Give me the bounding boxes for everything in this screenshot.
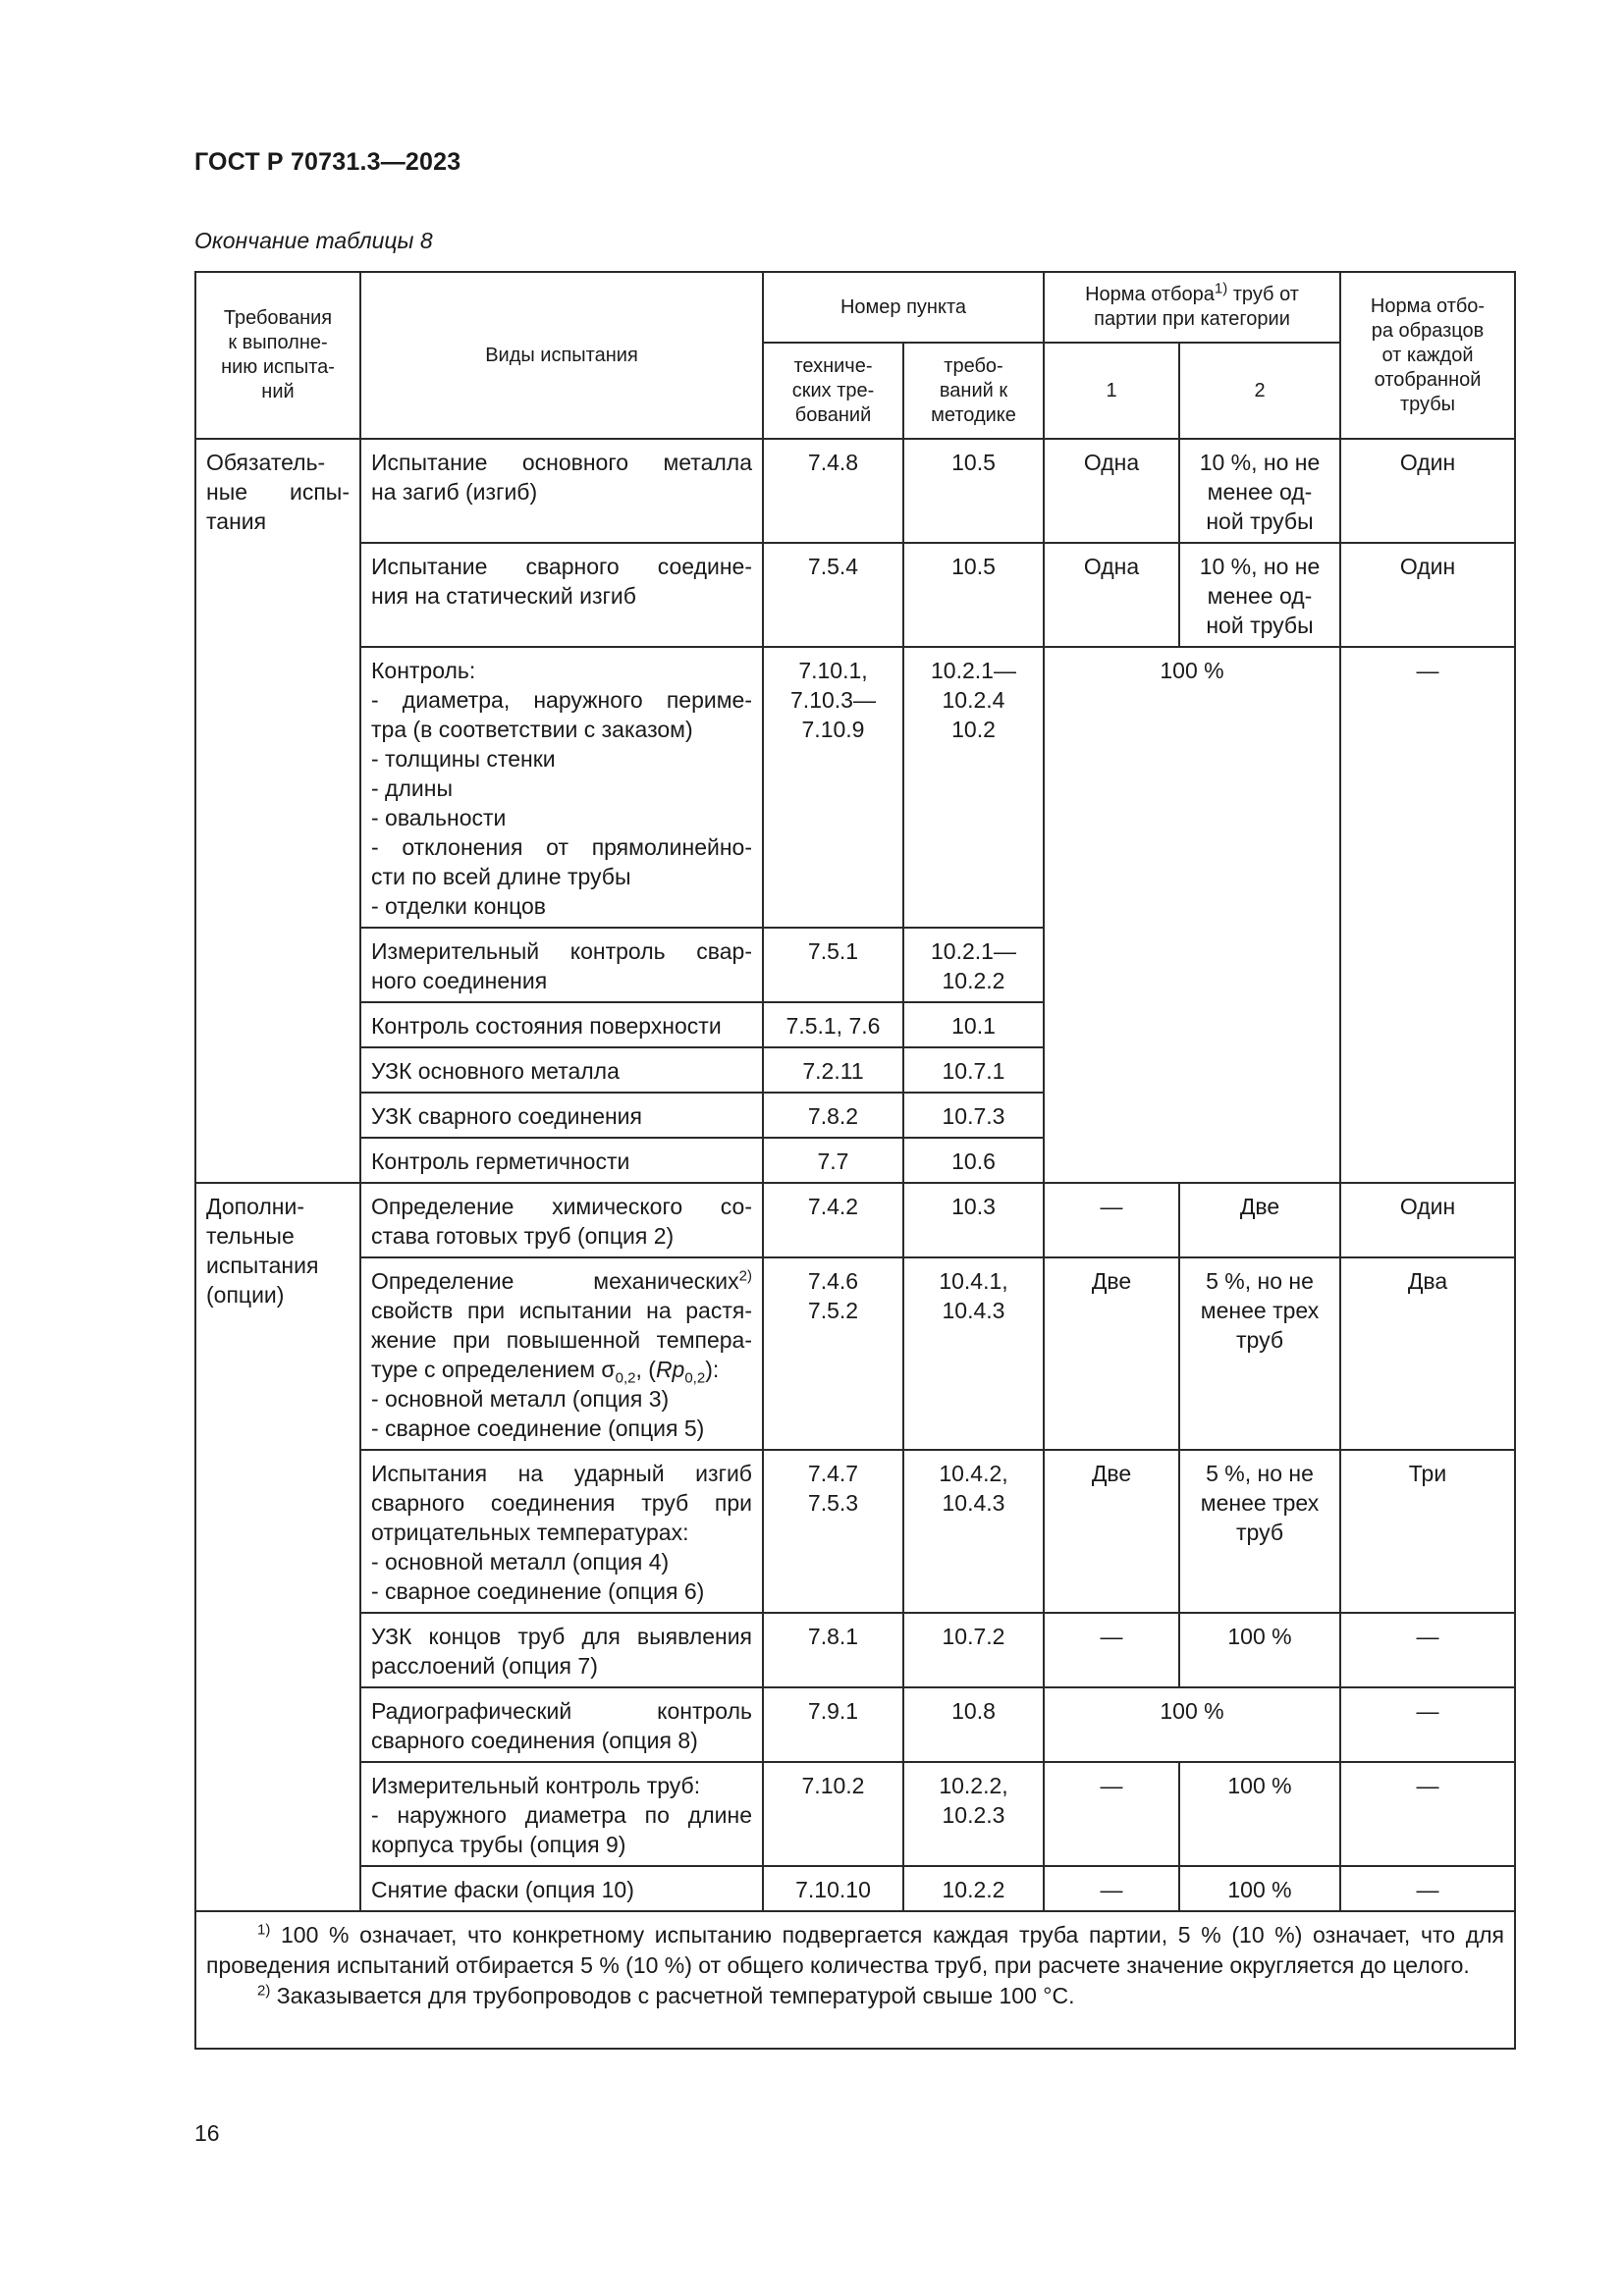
header-sampling-rate: Норма отбора$^{1)}$ труб от партии при категории xyxy=(1044,272,1340,343)
header-clause-number: Номер пункта xyxy=(763,272,1044,343)
category-1-value: Одна xyxy=(1044,543,1179,647)
test-name: Измерительный контроль свар- ного соединения xyxy=(360,928,763,1002)
category-2-value: 100 % xyxy=(1179,1613,1340,1687)
method-clause: 10.2.2, 10.2.3 xyxy=(903,1762,1044,1866)
sampling-rate-merged: 100 % xyxy=(1044,1687,1340,1762)
method-clause: 10.2.2 xyxy=(903,1866,1044,1911)
header-category-2: 2 xyxy=(1179,343,1340,439)
table-row xyxy=(195,647,1515,928)
method-clause: 10.7.1 xyxy=(903,1047,1044,1093)
category-1-value: — xyxy=(1044,1762,1179,1866)
tech-clause: 7.9.1 xyxy=(763,1687,903,1762)
test-requirements-table xyxy=(194,271,1516,2050)
tech-clause: 7.2.11 xyxy=(763,1047,903,1093)
footnote-1: $^{1)}$ 100 % означает, что конкретному испытанию подвергается каждая труба партии, 5 % (10 %) означает, что для проведения испытаний отбирается 5 % (10 %) от общего количества труб, при расчете значение округляется до целого. xyxy=(206,1921,1504,1978)
test-name: УЗК концов труб для выявления расслоений (опция 7) xyxy=(360,1613,763,1687)
tech-clause: 7.4.2 xyxy=(763,1183,903,1257)
category-1-value: Одна xyxy=(1044,439,1179,543)
table-row xyxy=(195,543,1515,647)
specimen-value: Один xyxy=(1340,439,1515,543)
specimen-value: Три xyxy=(1340,1450,1515,1613)
method-clause: 10.2.1— 10.2.2 xyxy=(903,928,1044,1002)
test-name: Определение механических$^{2)}$ свойств при испытании на растя- жение при повышенной темпера- туре с определением $\sigma_{0,2}$, $(Rp_{0,2})$: - основной металл (опция 3) - сварное соединение (опция 5) xyxy=(360,1257,763,1450)
tech-clause: 7.5.1, 7.6 xyxy=(763,1002,903,1047)
specimen-value: — xyxy=(1340,1866,1515,1911)
test-name: Радиографический контроль сварного соединения (опция 8) xyxy=(360,1687,763,1762)
test-name: Измерительный контроль труб: - наружного диаметра по длине корпуса трубы (опция 9) xyxy=(360,1762,763,1866)
specimen-value: — xyxy=(1340,1687,1515,1762)
document-header: ГОСТ Р 70731.3—2023 xyxy=(194,148,461,176)
table-row xyxy=(195,1687,1515,1762)
tech-clause: 7.4.6 7.5.2 xyxy=(763,1257,903,1450)
test-name: Снятие фаски (опция 10) xyxy=(360,1866,763,1911)
method-clause: 10.4.2, 10.4.3 xyxy=(903,1450,1044,1613)
method-clause: 10.2.1— 10.2.4 10.2 xyxy=(903,647,1044,928)
specimen-value: Один xyxy=(1340,543,1515,647)
category-1-value: — xyxy=(1044,1183,1179,1257)
test-name: УЗК сварного соединения xyxy=(360,1093,763,1138)
specimen-value: — xyxy=(1340,647,1515,1183)
tech-clause: 7.4.8 xyxy=(763,439,903,543)
method-clause: 10.8 xyxy=(903,1687,1044,1762)
method-clause: 10.7.2 xyxy=(903,1613,1044,1687)
tech-clause: 7.4.7 7.5.3 xyxy=(763,1450,903,1613)
header-test-types: Виды испытания xyxy=(360,272,763,439)
specimen-value: — xyxy=(1340,1762,1515,1866)
test-name: УЗК основного металла xyxy=(360,1047,763,1093)
category-2-value: Две xyxy=(1179,1183,1340,1257)
category-2-value: 100 % xyxy=(1179,1762,1340,1866)
table-footnotes xyxy=(195,1911,1515,2049)
specimen-value: Один xyxy=(1340,1183,1515,1257)
method-clause: 10.1 xyxy=(903,1002,1044,1047)
category-1-value: — xyxy=(1044,1613,1179,1687)
method-clause: 10.6 xyxy=(903,1138,1044,1183)
tech-clause: 7.5.1 xyxy=(763,928,903,1002)
tech-clause: 7.8.2 xyxy=(763,1093,903,1138)
table-row xyxy=(195,1866,1515,1911)
page-number: 16 xyxy=(194,2120,220,2146)
category-2-value: 10 %, но не менее од- ной трубы xyxy=(1179,439,1340,543)
footnote-2: $^{2)}$ Заказывается для трубопроводов с расчетной температурой свыше 100 °С. xyxy=(257,1982,1075,2008)
tech-clause: 7.10.2 xyxy=(763,1762,903,1866)
category-1-value: Две xyxy=(1044,1257,1179,1450)
test-name: Испытание сварного соедине- ния на статический изгиб xyxy=(360,543,763,647)
test-name: Контроль: - диаметра, наружного периме- тра (в соответствии с заказом) - толщины стенки - длины - овальности - отклонения от прямолинейно- сти по всей длине трубы - отделки концов xyxy=(360,647,763,928)
method-clause: 10.5 xyxy=(903,439,1044,543)
table-row xyxy=(195,439,1515,543)
table-row xyxy=(195,1257,1515,1450)
category-2-value: 5 %, но не менее трех труб xyxy=(1179,1257,1340,1450)
table-caption: Окончание таблицы 8 xyxy=(194,228,433,253)
specimen-value: Два xyxy=(1340,1257,1515,1450)
header-method-req: требо- ваний к методике xyxy=(903,343,1044,439)
method-clause: 10.4.1, 10.4.3 xyxy=(903,1257,1044,1450)
tech-clause: 7.10.10 xyxy=(763,1866,903,1911)
header-tech-req: техниче- ских тре- бований xyxy=(763,343,903,439)
test-name: Испытания на ударный изгиб сварного соединения труб при отрицательных температурах: - основной металл (опция 4) - сварное соединение (опция 6) xyxy=(360,1450,763,1613)
method-clause: 10.5 xyxy=(903,543,1044,647)
specimen-value: — xyxy=(1340,1613,1515,1687)
header-specimen-rate: Норма отбо- ра образцов от каждой отобранной трубы xyxy=(1340,272,1515,439)
group-mandatory: Обязатель- ные испы- тания xyxy=(195,439,360,1183)
category-2-value: 5 %, но не менее трех труб xyxy=(1179,1450,1340,1613)
category-2-value: 100 % xyxy=(1179,1866,1340,1911)
test-name: Контроль герметичности xyxy=(360,1138,763,1183)
category-1-value: Две xyxy=(1044,1450,1179,1613)
tech-clause: 7.10.1, 7.10.3— 7.10.9 xyxy=(763,647,903,928)
tech-clause: 7.5.4 xyxy=(763,543,903,647)
test-name: Испытание основного металла на загиб (изгиб) xyxy=(360,439,763,543)
method-clause: 10.3 xyxy=(903,1183,1044,1257)
category-1-value: — xyxy=(1044,1866,1179,1911)
sampling-rate-merged: 100 % xyxy=(1044,647,1340,1183)
group-additional: Дополни- тельные испытания (опции) xyxy=(195,1183,360,1911)
table-row xyxy=(195,1450,1515,1613)
method-clause: 10.7.3 xyxy=(903,1093,1044,1138)
header-category-1: 1 xyxy=(1044,343,1179,439)
tech-clause: 7.7 xyxy=(763,1138,903,1183)
table-row xyxy=(195,1183,1515,1257)
category-2-value: 10 %, но не менее од- ной трубы xyxy=(1179,543,1340,647)
test-name: Определение химического со- става готовых труб (опция 2) xyxy=(360,1183,763,1257)
header-requirements: Требования к выполне- нию испыта- ний xyxy=(195,272,360,439)
test-name: Контроль состояния поверхности xyxy=(360,1002,763,1047)
table-row xyxy=(195,1613,1515,1687)
table-row xyxy=(195,1762,1515,1866)
tech-clause: 7.8.1 xyxy=(763,1613,903,1687)
